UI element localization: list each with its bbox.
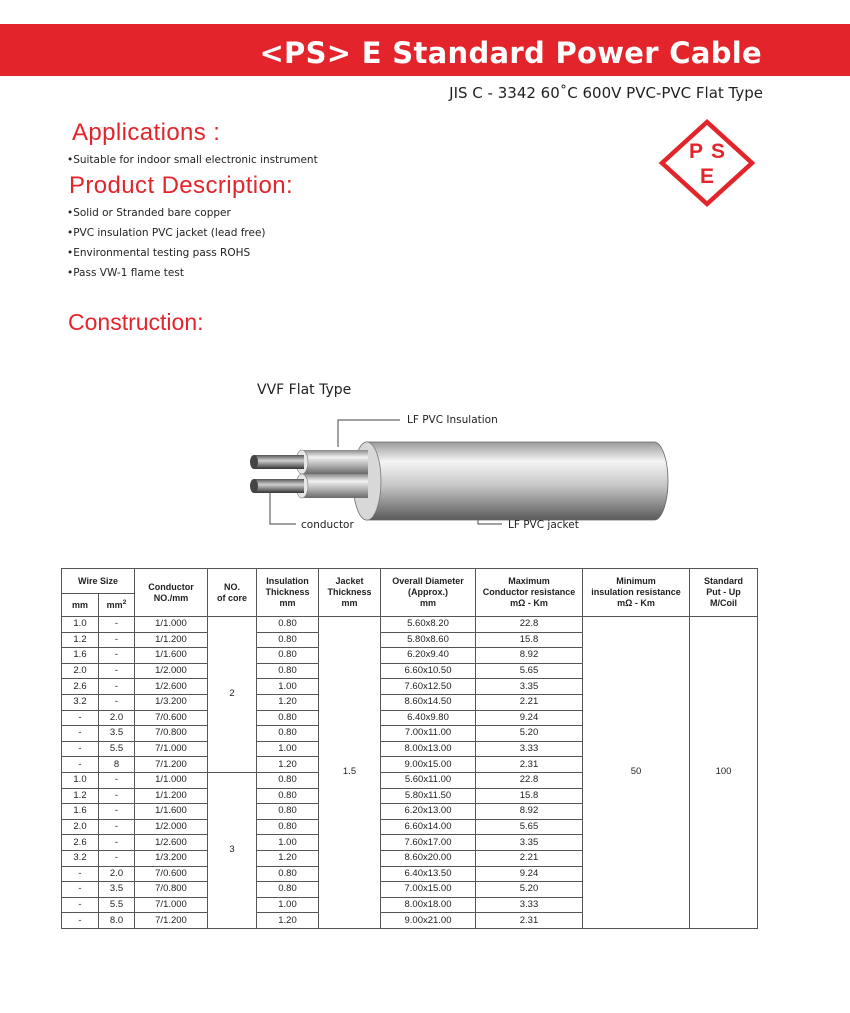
cell-mm2: - — [99, 663, 135, 679]
cell-conductor: 1/1.600 — [135, 804, 208, 820]
cable-diagram — [230, 378, 690, 538]
cell-diameter: 9.00x15.00 — [381, 757, 476, 773]
cell-conductor: 1/1.000 — [135, 617, 208, 633]
header-standard-put-up: Standard Put - Up M/Coil — [690, 569, 758, 617]
cell-resistance: 5.65 — [476, 663, 583, 679]
list-item: •Pass VW-1 flame test — [67, 267, 184, 279]
cell-insulation: 1.20 — [257, 913, 319, 929]
cell-insulation: 0.80 — [257, 648, 319, 664]
cell-mm: 2.0 — [62, 819, 99, 835]
cell-conductor: 1/3.200 — [135, 850, 208, 866]
cell-resistance: 2.31 — [476, 913, 583, 929]
cell-mm2: - — [99, 850, 135, 866]
cell-conductor: 7/0.800 — [135, 882, 208, 898]
cell-resistance: 5.20 — [476, 882, 583, 898]
cell-mm2: - — [99, 679, 135, 695]
cell-insulation: 1.00 — [257, 741, 319, 757]
cell-conductor: 7/1.200 — [135, 757, 208, 773]
page-subtitle: JIS C - 3342 60˚C 600V PVC-PVC Flat Type — [449, 84, 763, 102]
cell-min-insulation: 50 — [583, 617, 690, 929]
cell-mm: - — [62, 726, 99, 742]
cell-insulation: 0.80 — [257, 788, 319, 804]
cell-insulation: 1.00 — [257, 897, 319, 913]
cell-cores: 2 — [208, 617, 257, 773]
cell-diameter: 8.60x20.00 — [381, 850, 476, 866]
cell-conductor: 7/0.600 — [135, 866, 208, 882]
cell-mm: - — [62, 710, 99, 726]
cell-put-up: 100 — [690, 617, 758, 929]
cell-mm: - — [62, 866, 99, 882]
list-item: •Solid or Stranded bare copper — [67, 207, 231, 219]
header-mm: mm — [62, 594, 99, 617]
cell-mm: - — [62, 913, 99, 929]
header-wire-size: Wire Size — [62, 569, 135, 594]
cell-diameter: 6.40x9.80 — [381, 710, 476, 726]
applications-list — [67, 150, 318, 170]
cell-resistance: 5.20 — [476, 726, 583, 742]
cell-conductor: 1/1.200 — [135, 788, 208, 804]
cell-insulation: 0.80 — [257, 710, 319, 726]
pse-logo-letter: S — [710, 140, 726, 163]
cell-diameter: 7.60x17.00 — [381, 835, 476, 851]
page-title: <PS> E Standard Power Cable — [259, 36, 762, 70]
cell-mm2: - — [99, 804, 135, 820]
cell-mm2: - — [99, 819, 135, 835]
pse-logo-letter: P — [688, 140, 704, 163]
cell-resistance: 22.8 — [476, 772, 583, 788]
cell-diameter: 6.60x10.50 — [381, 663, 476, 679]
cell-resistance: 5.65 — [476, 819, 583, 835]
cell-mm: - — [62, 757, 99, 773]
cell-diameter: 7.00x11.00 — [381, 726, 476, 742]
applications-heading: Applications : — [72, 119, 221, 146]
cell-insulation: 0.80 — [257, 617, 319, 633]
cell-mm2: - — [99, 632, 135, 648]
insulation-label: LF PVC Insulation — [407, 414, 498, 426]
cell-diameter: 6.60x14.00 — [381, 819, 476, 835]
cell-diameter: 7.00x15.00 — [381, 882, 476, 898]
cell-conductor: 1/2.000 — [135, 663, 208, 679]
cell-conductor: 1/2.600 — [135, 679, 208, 695]
cell-mm: - — [62, 897, 99, 913]
list-item: •Environmental testing pass ROHS — [67, 247, 251, 259]
header-overall-diameter: Overall Diameter (Approx.) mm — [381, 569, 476, 617]
cell-insulation: 0.80 — [257, 866, 319, 882]
cell-diameter: 8.00x13.00 — [381, 741, 476, 757]
header-insulation-thickness: Insulation Thickness mm — [257, 569, 319, 617]
cell-insulation: 1.00 — [257, 835, 319, 851]
cell-resistance: 15.8 — [476, 632, 583, 648]
jacket-label: LF PVC jacket — [508, 519, 579, 531]
spec-table-body — [62, 617, 758, 929]
cell-resistance: 15.8 — [476, 788, 583, 804]
pse-mark-logo — [658, 118, 756, 208]
table-row — [62, 617, 758, 633]
cell-insulation: 0.80 — [257, 819, 319, 835]
header-no-of-core: NO. of core — [208, 569, 257, 617]
cell-diameter: 6.40x13.50 — [381, 866, 476, 882]
cell-mm: 2.6 — [62, 679, 99, 695]
conductor-label: conductor — [301, 519, 354, 531]
cell-diameter: 8.60x14.50 — [381, 694, 476, 710]
cell-resistance: 3.35 — [476, 679, 583, 695]
cell-mm2: - — [99, 648, 135, 664]
construction-heading: Construction: — [68, 309, 204, 335]
product-description-heading: Product Description: — [69, 172, 294, 199]
cell-mm: - — [62, 882, 99, 898]
cell-mm: 1.2 — [62, 788, 99, 804]
cell-mm2: - — [99, 835, 135, 851]
diagram-title: VVF Flat Type — [257, 382, 352, 398]
cell-mm2: - — [99, 694, 135, 710]
cell-mm: 1.0 — [62, 772, 99, 788]
cell-conductor: 1/1.200 — [135, 632, 208, 648]
cell-diameter: 6.20x9.40 — [381, 648, 476, 664]
header-mm2: $mm^2$ — [99, 594, 135, 617]
cell-conductor: 7/0.800 — [135, 726, 208, 742]
cell-diameter: 5.80x11.50 — [381, 788, 476, 804]
cell-conductor: 7/0.600 — [135, 710, 208, 726]
header-max-conductor-resistance: Maximum Conductor resistance mΩ - Km — [476, 569, 583, 617]
cell-mm: - — [62, 741, 99, 757]
cell-diameter: 7.60x12.50 — [381, 679, 476, 695]
cell-mm2: 2.0 — [99, 710, 135, 726]
cell-mm: 1.6 — [62, 648, 99, 664]
cell-insulation: 1.20 — [257, 850, 319, 866]
cell-conductor: 1/1.600 — [135, 648, 208, 664]
cell-mm: 3.2 — [62, 694, 99, 710]
cell-resistance: 2.21 — [476, 850, 583, 866]
cell-insulation: 1.20 — [257, 757, 319, 773]
cell-mm: 1.0 — [62, 617, 99, 633]
cell-conductor: 7/1.200 — [135, 913, 208, 929]
cell-mm2: 8 — [99, 757, 135, 773]
cell-mm: 3.2 — [62, 850, 99, 866]
cell-conductor: 1/3.200 — [135, 694, 208, 710]
cell-mm2: - — [99, 788, 135, 804]
cell-insulation: 0.80 — [257, 632, 319, 648]
cell-resistance: 22.8 — [476, 617, 583, 633]
cell-mm2: 2.0 — [99, 866, 135, 882]
cell-resistance: 2.31 — [476, 757, 583, 773]
header-jacket-thickness: Jacket Thickness mm — [319, 569, 381, 617]
list-item: •Suitable for indoor small electronic instrument — [67, 154, 318, 166]
cell-mm: 1.2 — [62, 632, 99, 648]
cell-diameter: 8.00x18.00 — [381, 897, 476, 913]
header-conductor: Conductor NO./mm — [135, 569, 208, 617]
cell-resistance: 9.24 — [476, 866, 583, 882]
product-description-list — [67, 203, 266, 283]
cell-mm: 1.6 — [62, 804, 99, 820]
cell-insulation: 0.80 — [257, 772, 319, 788]
pse-logo-letter: E — [699, 165, 715, 188]
cell-mm2: 3.5 — [99, 726, 135, 742]
cell-resistance: 3.35 — [476, 835, 583, 851]
cell-mm2: - — [99, 617, 135, 633]
cell-conductor: 7/1.000 — [135, 741, 208, 757]
cell-insulation: 0.80 — [257, 804, 319, 820]
cell-insulation: 0.80 — [257, 726, 319, 742]
cell-resistance: 3.33 — [476, 741, 583, 757]
cell-insulation: 1.20 — [257, 694, 319, 710]
cell-diameter: 9.00x21.00 — [381, 913, 476, 929]
cell-mm2: 8.0 — [99, 913, 135, 929]
list-item: •PVC insulation PVC jacket (lead free) — [67, 227, 266, 239]
cell-diameter: 5.80x8.60 — [381, 632, 476, 648]
cell-mm: 2.0 — [62, 663, 99, 679]
cell-insulation: 0.80 — [257, 663, 319, 679]
cell-jacket-thickness: 1.5 — [319, 617, 381, 929]
cell-cores: 3 — [208, 772, 257, 928]
header-min-insulation-resistance: Minimum insulation resistance mΩ - Km — [583, 569, 690, 617]
cell-diameter: 5.60x11.00 — [381, 772, 476, 788]
cell-resistance: 9.24 — [476, 710, 583, 726]
cell-diameter: 5.60x8.20 — [381, 617, 476, 633]
cell-mm2: - — [99, 772, 135, 788]
cell-insulation: 1.00 — [257, 679, 319, 695]
cell-conductor: 1/2.600 — [135, 835, 208, 851]
cell-mm2: 5.5 — [99, 741, 135, 757]
cell-resistance: 2.21 — [476, 694, 583, 710]
cell-mm2: 5.5 — [99, 897, 135, 913]
cell-resistance: 8.92 — [476, 648, 583, 664]
cell-resistance: 8.92 — [476, 804, 583, 820]
cell-insulation: 0.80 — [257, 882, 319, 898]
cell-resistance: 3.33 — [476, 897, 583, 913]
cell-conductor: 7/1.000 — [135, 897, 208, 913]
spec-table — [61, 568, 758, 929]
cell-conductor: 1/1.000 — [135, 772, 208, 788]
cell-mm2: 3.5 — [99, 882, 135, 898]
cell-mm: 2.6 — [62, 835, 99, 851]
cell-diameter: 6.20x13.00 — [381, 804, 476, 820]
cell-conductor: 1/2.000 — [135, 819, 208, 835]
